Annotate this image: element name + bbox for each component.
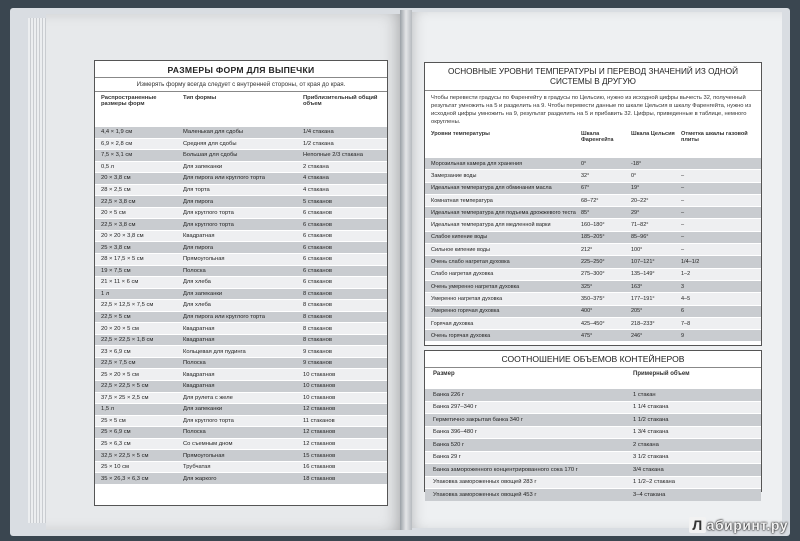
page-edges (28, 18, 48, 523)
table-cell: 20–22° (631, 197, 649, 204)
table-note: Измерять форму всегда следует с внутренней стороны, от края до края. (95, 77, 387, 92)
column-header: Тип формы (183, 95, 217, 101)
table-cell: 22,5 × 12,5 × 7,5 см (101, 302, 154, 309)
table-cell: 6 (681, 308, 685, 315)
table-cell: 8 стаканов (303, 302, 332, 309)
table-cell: 1/4–1/2 (681, 259, 700, 266)
table-row (425, 476, 761, 489)
table-cell: Для пирога (183, 244, 214, 251)
table-cell: 400° (581, 308, 593, 315)
table-cell: Слабое кипение воды (431, 234, 488, 241)
table-cell: 1 3/4 стакана (633, 429, 669, 436)
table-cell: 8 стаканов (303, 337, 332, 344)
table-cell: 6 стаканов (303, 256, 332, 263)
table-row (95, 345, 387, 357)
table-cell: 85–96° (631, 234, 649, 241)
table-row (95, 149, 387, 161)
table-cell: Упаковка замороженных овощей 453 г (433, 491, 537, 498)
column-header: Шкала Фаренгейта (581, 131, 614, 143)
table-cell: 22,5 × 3,8 см (101, 221, 136, 228)
table-cell: Маленькая для сдобы (183, 129, 244, 136)
table-row (95, 380, 387, 392)
table-cell: 16 стаканов (303, 464, 336, 471)
column-header: Распространенные размеры форм (101, 95, 157, 107)
table-cell: 6 стаканов (303, 210, 332, 217)
table-cell: 32° (581, 172, 590, 179)
table-body (425, 157, 761, 341)
table-cell: Банка 520 г (433, 441, 465, 448)
table-cell: Банка замороженного концентрированного сока 170 г (433, 466, 578, 473)
table-row (95, 253, 387, 265)
table-row (95, 161, 387, 173)
column-header: Размер (433, 371, 455, 377)
table-cell: 71–82° (631, 222, 649, 229)
table-cell: 12 стаканов (303, 429, 336, 436)
table-cell: 160–180° (581, 222, 605, 229)
table-cell: 7–8 (681, 320, 691, 327)
table-cell: 12 стаканов (303, 441, 336, 448)
table-cell: 25 × 6,9 см (101, 429, 131, 436)
table-cell: Банка 29 г (433, 454, 461, 461)
table-cell: 22,5 × 5 см (101, 314, 131, 321)
table-cell: Для запеканки (183, 406, 223, 413)
table-cell: 22,5 × 22,5 × 5 см (101, 383, 149, 390)
table-cell: Банка 396–480 г (433, 429, 478, 436)
table-row (95, 334, 387, 346)
table-row (425, 194, 761, 206)
table-row (425, 329, 761, 341)
table-row (425, 426, 761, 439)
table-cell: Упаковка замороженных овощей 283 г (433, 479, 537, 486)
table-cell: 6 стаканов (303, 221, 332, 228)
table-cell: Идеальная температура для подъема дрожжевого теста (431, 209, 576, 216)
table-cell: – (681, 172, 685, 179)
table-cell: 10 стаканов (303, 394, 336, 401)
table-row (95, 265, 387, 277)
table-cell: 3/4 стакана (633, 466, 664, 473)
table-row (425, 305, 761, 317)
table-cell: 3–4 стакана (633, 491, 666, 498)
table-cell: 9 стаканов (303, 360, 332, 367)
watermark-badge: Л (689, 517, 705, 533)
table-row (95, 357, 387, 369)
table-title: СООТНОШЕНИЕ ОБЪЕМОВ КОНТЕЙНЕРОВ (425, 351, 761, 368)
table-cell: Прямоугольная (183, 452, 225, 459)
table-cell: 0° (631, 172, 637, 179)
table-cell: 6 стаканов (303, 267, 332, 274)
table-cell: 425–450° (581, 320, 605, 327)
table-cell: 4–5 (681, 295, 691, 302)
table-cell: Для запеканки (183, 163, 223, 170)
table-cell: – (681, 222, 685, 229)
table-cell: Горячая духовка (431, 320, 474, 327)
table-row (95, 276, 387, 288)
watermark (689, 517, 788, 533)
table-cell: 32,5 × 22,5 × 5 см (101, 452, 149, 459)
table-body (425, 388, 761, 501)
table-row (95, 415, 387, 427)
table-cell: – (681, 234, 685, 241)
table-cell: 10 стаканов (303, 371, 336, 378)
table-row (425, 280, 761, 292)
table-cell: 4 стакана (303, 175, 329, 182)
table-row (425, 268, 761, 280)
table-body (95, 126, 387, 484)
table-title: ОСНОВНЫЕ УРОВНИ ТЕМПЕРАТУРЫ И ПЕРЕВОД ЗНАЧЕНИЙ ИЗ ОДНОЙ СИСТЕМЫ В ДРУГУЮ (425, 63, 761, 91)
table-cell: Сильное кипение воды (431, 246, 490, 253)
table-cell: Средняя для сдобы (183, 140, 237, 147)
table-cell: Полоска (183, 429, 206, 436)
table-cell: 350–375° (581, 295, 605, 302)
table-cell: 10 стаканов (303, 383, 336, 390)
table-cell: 107–121° (631, 259, 655, 266)
table-cell: 325° (581, 283, 593, 290)
table-cell: 22,5 × 3,8 см (101, 198, 136, 205)
table-cell: 20 × 3,8 см (101, 175, 131, 182)
table-cell: 19° (631, 185, 640, 192)
table-cell: Квадратная (183, 337, 215, 344)
table-cell: 3 (681, 283, 685, 290)
table-row (95, 472, 387, 484)
table-cell: Квадратная (183, 383, 215, 390)
table-cell: 20 × 20 × 5 см (101, 325, 139, 332)
table-cell: Для круглого торта (183, 210, 234, 217)
table-cell: 185–205° (581, 234, 605, 241)
table-row (425, 451, 761, 464)
table-cell: 6 стаканов (303, 244, 332, 251)
table-cell: 11 стаканов (303, 417, 335, 424)
table-cell: 35 × 26,3 × 6,3 см (101, 475, 149, 482)
table-cell: 177–191° (631, 295, 655, 302)
table-cell: 68–72° (581, 197, 599, 204)
table-cell: 1/2 стакана (303, 140, 334, 147)
table-cell: 25 × 5 см (101, 417, 126, 424)
table-cell: 1 1/2–2 стакана (633, 479, 675, 486)
table-row (95, 392, 387, 404)
table-header (95, 92, 387, 126)
table-cell: 20 × 5 см (101, 210, 126, 217)
table-cell: Кольцевая для пудинга (183, 348, 246, 355)
table-cell: – (681, 197, 685, 204)
table-cell: 19 × 7,5 см (101, 267, 131, 274)
table-row (425, 317, 761, 329)
table-row (95, 126, 387, 138)
table-cell: Умеренно горячая духовка (431, 308, 500, 315)
table-row (95, 195, 387, 207)
table-cell: – (681, 185, 685, 192)
table-cell: 163° (631, 283, 643, 290)
table-cell: 25 × 10 см (101, 464, 129, 471)
table-row (95, 438, 387, 450)
table-cell: Квадратная (183, 233, 215, 240)
table-cell: Комнатная температура (431, 197, 493, 204)
table-cell: – (681, 246, 685, 253)
table-cell: 4,4 × 1,9 см (101, 129, 133, 136)
table-cell: Квадратная (183, 371, 215, 378)
table-cell: 218–233° (631, 320, 655, 327)
table-row (95, 172, 387, 184)
table-cell: 25 × 3,8 см (101, 244, 131, 251)
table-row (425, 206, 761, 218)
table-row (425, 388, 761, 401)
table-cell: Герметично закрытая банка 340 г (433, 416, 524, 423)
table-cell: 475° (581, 332, 593, 339)
table-row (95, 230, 387, 242)
table-row (425, 463, 761, 476)
table-row (95, 138, 387, 150)
table-cell: 9 (681, 332, 685, 339)
table-row (95, 461, 387, 473)
table-cell: Для пирога или круглого торта (183, 175, 265, 182)
table-row (95, 368, 387, 380)
baking-pan-sizes-table (94, 60, 388, 506)
table-cell: 9 стаканов (303, 348, 332, 355)
column-header: Шкала Цельсия (631, 131, 675, 137)
table-row (425, 169, 761, 181)
table-cell: 15 стаканов (303, 452, 336, 459)
table-cell: Прямоугольная (183, 256, 225, 263)
watermark-text: абиринт.ру (706, 517, 788, 533)
table-cell: Банка 297–340 г (433, 404, 478, 411)
table-row (425, 231, 761, 243)
table-row (425, 218, 761, 230)
table-cell: -18° (631, 160, 642, 167)
table-row (95, 207, 387, 219)
table-cell: 21 × 11 × 6 см (101, 279, 139, 286)
table-cell: Для жаркого (183, 475, 217, 482)
table-cell: Слабо нагретая духовка (431, 271, 494, 278)
column-header: Отметка шкалы газовой плиты (681, 131, 748, 143)
table-cell: 275–300° (581, 271, 605, 278)
table-cell: 22,5 × 22,5 × 1,8 см (101, 337, 154, 344)
table-cell: Идеальная температура для обминания масла (431, 185, 552, 192)
table-cell: 22,5 × 7,5 см (101, 360, 136, 367)
table-cell: 212° (581, 246, 593, 253)
table-cell: 1 стакан (633, 391, 656, 398)
table-row (425, 255, 761, 267)
table-cell: Банка 226 г (433, 391, 465, 398)
table-cell: 29° (631, 209, 640, 216)
table-cell: 5 стаканов (303, 198, 332, 205)
table-cell: 28 × 17,5 × 5 см (101, 256, 144, 263)
table-row (425, 488, 761, 501)
table-cell: 3 1/2 стакана (633, 454, 669, 461)
table-header (425, 368, 761, 388)
table-cell: 1 1/2 стакана (633, 416, 669, 423)
table-cell: Полоска (183, 360, 206, 367)
table-row (95, 311, 387, 323)
table-cell: Идеальная температура для медленной варки (431, 222, 551, 229)
table-row (95, 184, 387, 196)
table-cell: Полоска (183, 267, 206, 274)
table-cell: 0° (581, 160, 587, 167)
table-cell: 1 л (101, 290, 110, 297)
table-row (425, 182, 761, 194)
table-cell: Очень умеренно нагретая духовка (431, 283, 520, 290)
table-cell: Большая для сдобы (183, 152, 238, 159)
table-row (95, 403, 387, 415)
table-cell: 28 × 2,5 см (101, 187, 131, 193)
table-cell: 6 стаканов (303, 279, 332, 286)
table-cell: 25 × 6,3 см (101, 441, 131, 448)
table-row (95, 218, 387, 230)
table-cell: 8 стаканов (303, 290, 332, 297)
table-cell: 100° (631, 246, 643, 253)
table-row (95, 288, 387, 300)
table-row (425, 157, 761, 169)
table-cell: 0,5 л (101, 163, 115, 170)
table-cell: Для круглого торта (183, 417, 234, 424)
table-cell: 135–149° (631, 271, 655, 278)
table-cell: Очень горячая духовка (431, 332, 491, 339)
table-cell: 23 × 6,9 см (101, 348, 131, 355)
table-cell: 1/4 стакана (303, 129, 334, 136)
container-volume-table (424, 350, 762, 498)
table-cell: 6 стаканов (303, 233, 332, 240)
table-row (425, 413, 761, 426)
table-cell: 20 × 20 × 3,8 см (101, 233, 144, 240)
table-cell: 225–250° (581, 259, 605, 266)
table-cell: 2 стакана (633, 441, 659, 448)
table-cell: 205° (631, 308, 643, 315)
table-cell: Умеренно нагретая духовка (431, 295, 503, 302)
table-cell: Для круглого торта (183, 221, 234, 228)
table-row (425, 243, 761, 255)
table-cell: Неполные 2/3 стакана (303, 152, 363, 159)
table-cell: Для хлеба (183, 302, 211, 309)
table-cell: Со съемным дном (183, 441, 233, 448)
table-row (95, 299, 387, 311)
table-cell: 246° (631, 332, 643, 339)
table-cell: 85° (581, 209, 590, 216)
table-cell: 6,9 × 2,8 см (101, 140, 133, 147)
column-header: Примерный объем (633, 371, 690, 377)
table-cell: Квадратная (183, 325, 215, 332)
table-cell: – (681, 209, 685, 216)
table-cell: Для рулета с желе (183, 394, 233, 401)
table-cell: Очень слабо нагретая духовка (431, 259, 510, 266)
table-cell: Для пирога или круглого торта (183, 314, 265, 321)
table-row (95, 426, 387, 438)
table-cell: Для торта (183, 187, 210, 193)
table-row (425, 292, 761, 304)
table-cell: 25 × 20 × 5 см (101, 371, 139, 378)
table-note: Чтобы перевести градусы по Фаренгейту в градусы по Цельсию, нужно из исходной цифры вычесть 32, полученный результат умножить на 5 и разделить на 9. Чтобы перевести данные по шкале Цельсия в шкалу Фаренгейта, нужно из исходной цифры умножить на 9, результат разделить на 5 и прибавить 32. Цифры, приведенные в таблице, немного округлены. (431, 95, 752, 125)
table-cell: Морозильная камера для хранения (431, 160, 523, 167)
table-cell: Замерзание воды (431, 172, 477, 179)
table-cell: 4 стакана (303, 187, 329, 193)
table-row (425, 438, 761, 451)
table-cell: 7,5 × 3,1 см (101, 152, 133, 159)
table-cell: 1,5 л (101, 406, 115, 413)
table-cell: 1 1/4 стакана (633, 404, 669, 411)
table-cell: Для хлеба (183, 279, 211, 286)
table-cell: 37,5 × 25 × 2,5 см (101, 394, 149, 401)
table-row (95, 241, 387, 253)
table-cell: 8 стаканов (303, 325, 332, 332)
table-cell: 8 стаканов (303, 314, 332, 321)
table-cell: 12 стаканов (303, 406, 336, 413)
table-cell: 2 стакана (303, 163, 329, 170)
table-header (425, 129, 761, 157)
table-cell: Для запеканки (183, 290, 223, 297)
table-row (95, 322, 387, 334)
table-cell: 1–2 (681, 271, 691, 278)
table-title: РАЗМЕРЫ ФОРМ ДЛЯ ВЫПЕЧКИ (167, 65, 315, 75)
table-row (95, 449, 387, 461)
table-cell: Для пирога (183, 198, 214, 205)
column-header: Приблизительный общий объем (303, 95, 378, 107)
book-spine (400, 10, 412, 530)
table-cell: 18 стаканов (303, 475, 336, 482)
column-header: Уровни температуры (431, 131, 490, 137)
table-cell: 67° (581, 185, 590, 192)
table-cell: Трубчатая (183, 464, 211, 471)
table-row (425, 401, 761, 414)
temperature-table (424, 62, 762, 346)
